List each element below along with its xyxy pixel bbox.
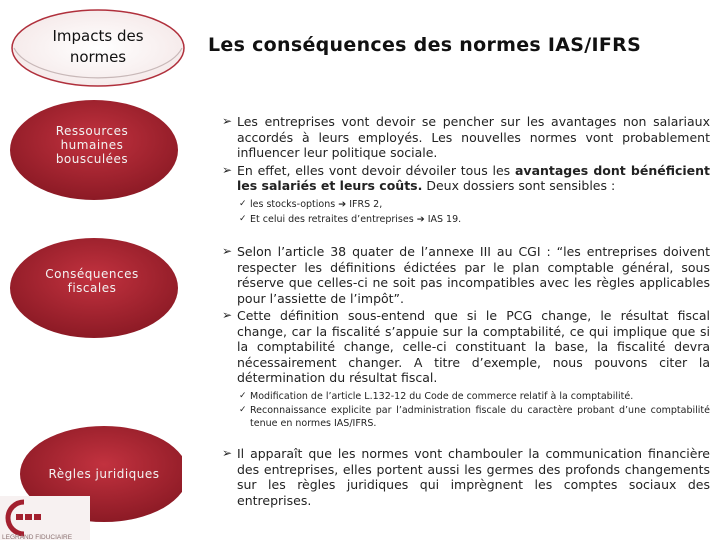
logo-mark [0,496,90,540]
sub-item [222,390,710,403]
right-arrow-icon: ➔ [338,198,347,210]
logo-text: LEGRAND FIDUCIAIRE [2,534,73,540]
sub-item [222,213,710,226]
bullet-text: Deux dossiers sont sensibles : [422,178,616,193]
section-legal [222,446,710,508]
right-arrow-icon: ➔ [416,213,425,225]
section-tax [222,244,710,430]
category-label: Conséquences fiscales [45,267,139,295]
sub-text: les stocks-options [250,198,336,210]
arrow-bullet-icon: ➢ [222,162,233,177]
category-tax [2,236,182,344]
section-hr [222,114,710,226]
sub-item [222,404,710,430]
sub-list [222,390,710,430]
sub-text: Et celui des retraites d’entreprises [250,213,414,225]
checkmark-icon: ✓ [239,198,247,209]
bullet-item [222,446,710,508]
topic-badge [8,6,188,96]
sub-ref: IAS 19. [427,213,462,225]
bullet-text: Cette définition sous-entend que si le PCG change, le résultat fiscal change, car la fiscalité s’appuie sur la comptabilité, ce qui implique que si la comptabilité change, celle-ci constituant la base, la fiscalité devra nécessairement changer. A titre d’exemple, nous pouvons citer la détermination du résultat fiscal. [237,308,710,385]
sub-item [222,198,710,211]
arrow-bullet-icon: ➢ [222,114,233,128]
company-logo [0,496,90,540]
bullet-item [222,114,710,161]
sub-text: Reconnaissance explicite par l’administration fiscale du caractère probant d’une comptabilité tenue en normes IAS/IFRS. [250,404,710,429]
bullet-emphasis: avantages dont bénéficient les salariés et leurs coûts. [237,162,711,193]
category-label: Règles juridiques [48,467,160,481]
sub-ref: IFRS 2, [349,198,383,210]
bullet-text: Les entreprises vont devoir se pencher sur les avantages non salariaux accordés à leurs employés. Les nouvelles normes vont probablement influencer leur politique sociale. [237,114,710,160]
arrow-bullet-icon: ➢ [222,244,233,258]
sub-list [222,198,710,226]
checkmark-icon: ✓ [239,213,247,224]
category-hr [2,96,182,204]
checkmark-icon: ✓ [239,390,247,401]
arrow-bullet-icon: ➢ [222,308,233,322]
sub-text: Modification de l’article L.132-12 du Code de commerce relatif à la comptabilité. [250,390,634,402]
arrow-bullet-icon: ➢ [222,446,233,460]
checkmark-icon: ✓ [239,404,247,415]
bullet-text: En effet, elles vont devoir dévoiler tous les [237,162,515,178]
bullet-item [222,308,710,386]
bullet-item [222,163,710,194]
badge-text: Impacts des normes [52,27,144,66]
bullet-text: Selon l’article 38 quater de l’annexe III au CGI : “les entreprises doivent respecter les définitions édictées par le plan comptable général, sous réserve que celles-ci ne soit pas incompatibles avec les règles applicables pour l’assiette de l’impôt”. [237,244,710,306]
bullet-item [222,244,710,306]
page-title: Les conséquences des normes IAS/IFRS [208,34,642,56]
category-label: Ressources humaines bousculées [55,124,129,166]
bullet-text: Il apparaît que les normes vont chambouler la communication financière des entreprises, elles portent aussi les germes des profonds changements sur les règles juridiques qui imprègnent les comptes sociaux des entreprises. [237,446,710,508]
